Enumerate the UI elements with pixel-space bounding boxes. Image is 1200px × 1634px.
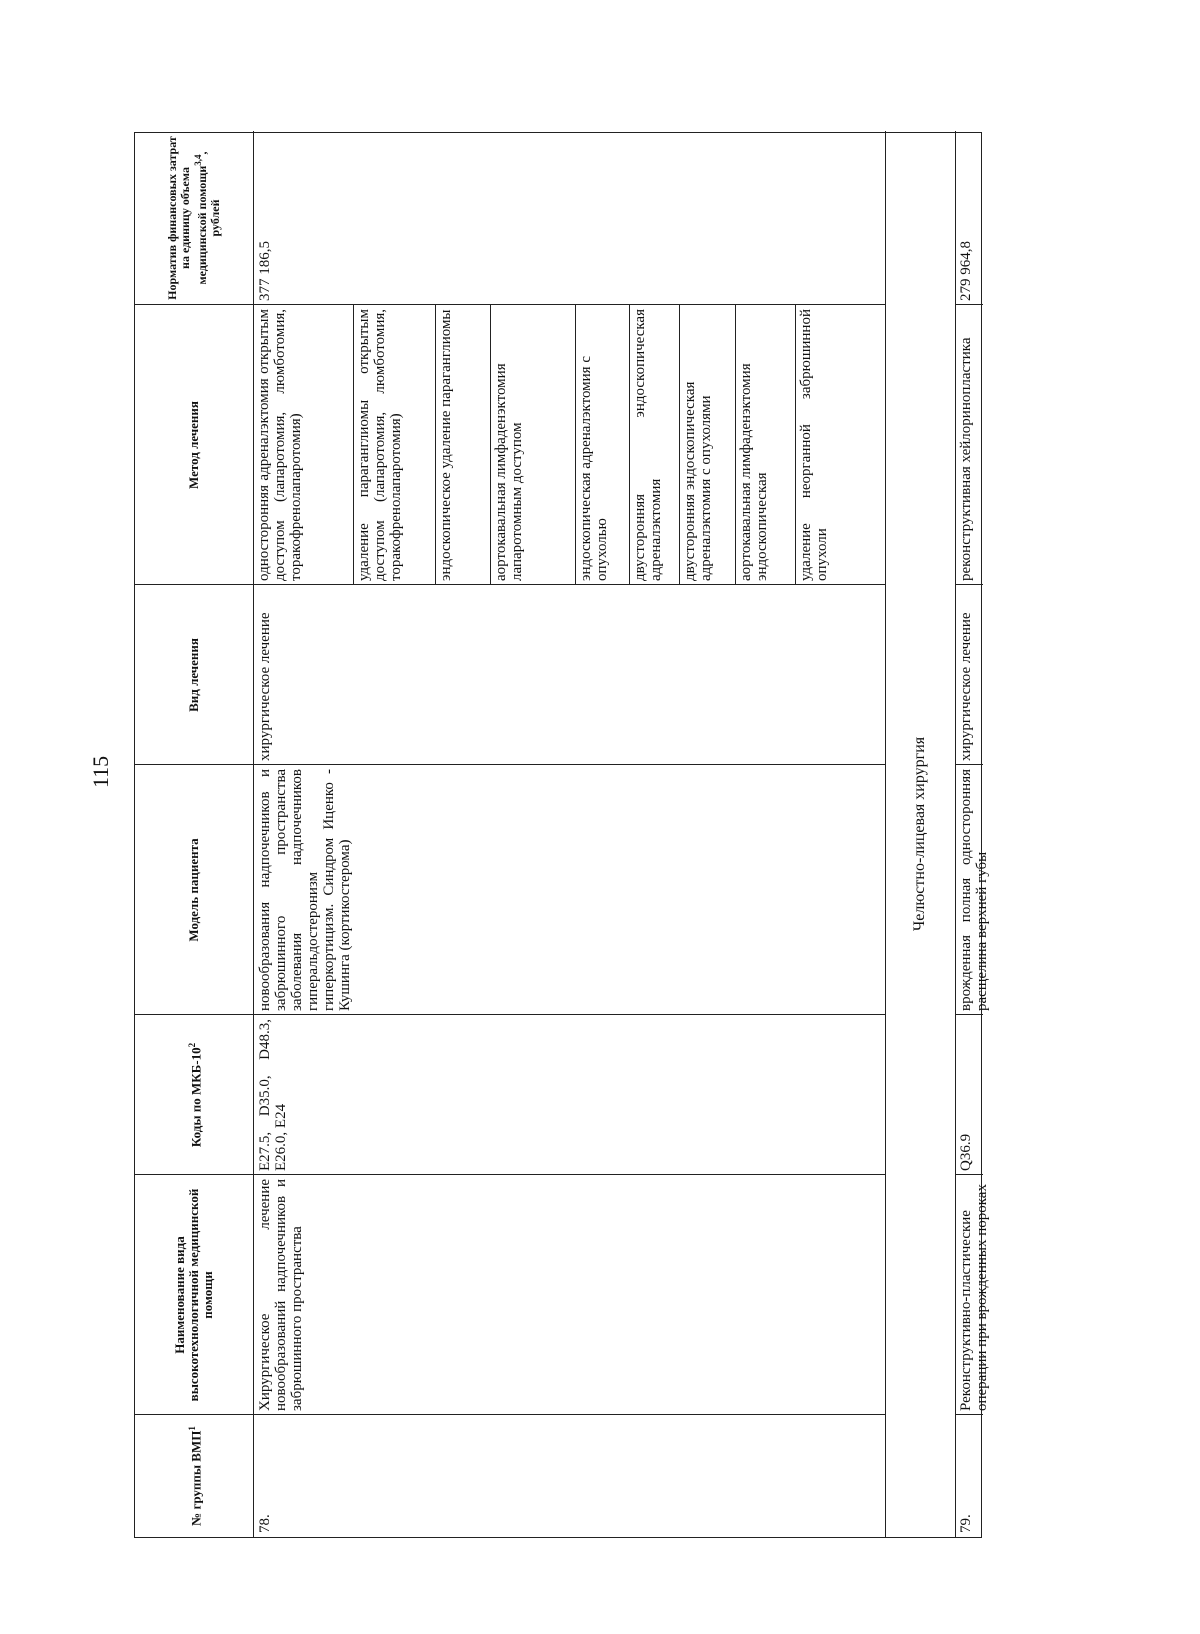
header-group-number: [135, 1415, 253, 1537]
row78-treatment-type: хирургическое лечение: [257, 612, 273, 761]
row79-treatment-method: реконструктивная хейлоринопластика: [958, 337, 974, 581]
header-cost-norm: [135, 131, 253, 305]
row78-cost-norm: 377 186,5: [257, 241, 273, 301]
vmp-table: [134, 132, 990, 1538]
row78-method-2: удаление параганглиомы открытым доступом (лапаротомия, люмботомия, торакофренолапаротомия): [356, 309, 404, 581]
row78-group-number: 78.: [257, 1514, 273, 1533]
row78-method-4: аортокавальная лимфаденэктомия лапаротомным доступом: [493, 363, 525, 581]
header-group-number-text: № группы ВМП: [188, 1430, 204, 1526]
section-title: Челюстно-лицевая хирургия: [911, 736, 928, 932]
row78-method-3: эндоскопическое удаление параганглиомы: [438, 309, 454, 581]
row78-method-7: двусторонняя эндоскопическая адреналэктомия с опухолями: [682, 381, 714, 581]
rotated-page-content: [134, 132, 990, 1538]
row78-icd-codes: E27.5, D35.0, D48.3, E26.0, E24: [257, 1019, 289, 1171]
header-icd-codes-footnote: 2: [186, 1042, 197, 1048]
row79-vmp-name: Реконструктивно-пластические операции при врожденных пороках: [958, 1184, 990, 1411]
header-icd-codes-text: Коды по МКБ-10: [188, 1047, 204, 1148]
page-number: 115: [88, 755, 113, 788]
header-icd-codes: [135, 1015, 253, 1175]
row78-patient-model: новообразования надпочечников и забрюшинного пространства заболевания надпочечников гиперальдостеронизм гиперкортицизм. Синдром Иценко - Кушинга (кортикостерома): [257, 769, 353, 1011]
header-group-number-footnote: 1: [186, 1426, 197, 1431]
header-cost-norm-footnote: 3,4: [193, 154, 203, 166]
header-cost-norm-unit: , рублей: [195, 151, 222, 237]
header-treatment-method: Метод лечения: [186, 401, 201, 489]
header-vmp-name: Наименование вида высокотехнологичной медицинской помощи: [172, 1188, 215, 1402]
row78-method-1: односторонняя адреналэктомия открытым доступом (лапаротомия, люмботомия, торакофренолапаротомия): [256, 309, 304, 581]
row79-treatment-type: хирургическое лечение: [958, 612, 974, 761]
header-cost-norm-text: Норматив финансовых затрат на единицу объема медицинской помощи: [165, 136, 209, 300]
row78-method-9: удаление неорганной забрюшинной опухоли: [798, 309, 830, 581]
row78-method-5: эндоскопическая адреналэктомия с опухолью: [578, 356, 610, 581]
header-treatment-type: Вид лечения: [186, 638, 201, 712]
row79-icd-codes: Q36.9: [958, 1133, 974, 1171]
row78-vmp-name: Хирургическое лечение новообразований надпочечников и забрюшинного пространства: [257, 1179, 305, 1411]
row79-patient-model: врожденная полная односторонняя расщелина верхней губы: [958, 769, 990, 1011]
row79-group-number: 79.: [958, 1514, 974, 1533]
row78-method-6: двусторонняя эндоскопическая адреналэктомия: [632, 309, 664, 581]
row79-cost-norm: 279 964,8: [958, 241, 974, 301]
row78-method-8: аортокавальная лимфаденэктомия эндоскопическая: [738, 363, 770, 581]
header-patient-model: Модель пациента: [186, 838, 201, 942]
